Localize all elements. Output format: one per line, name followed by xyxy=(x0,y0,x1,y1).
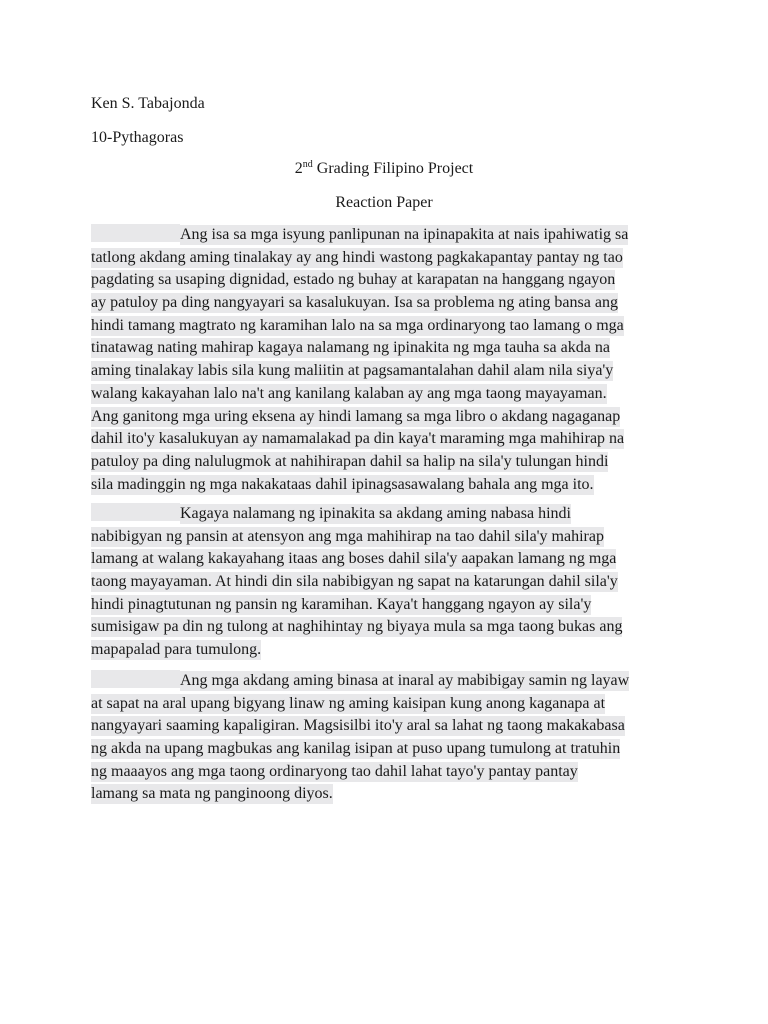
line-text: at sapat na aral upang bigyang linaw ng aming kaisipan kung anong kaganapa at xyxy=(91,694,606,712)
paragraph-line xyxy=(91,571,681,594)
title-number: 2 xyxy=(294,160,303,177)
line-text: aming tinalakay labis sila kung maliitin at pagsamantalahan dahil alam nila siya'y xyxy=(91,362,614,380)
paragraph-line xyxy=(91,761,681,784)
author-name: Ken S. Tabajonda xyxy=(91,95,205,112)
line-text: ay patuloy pa ding nangyayari sa kasalukuyan. Isa sa problema ng ating bansa ang xyxy=(91,294,618,312)
paragraph-line xyxy=(91,738,681,761)
line-text: pagdating sa usaping dignidad, estado ng buhay at karapatan na hanggang ngayon xyxy=(91,271,616,289)
line-text: tatlong akdang aming tinalakay ay ang hindi wastong pagkakapantay pantay ng tao xyxy=(91,248,623,266)
title-superscript: nd xyxy=(302,159,313,170)
line-text: sumisigaw pa din ng tulong at naghihintay ng biyaya mula sa mga taong bukas ang xyxy=(91,618,623,636)
indent-highlight xyxy=(91,224,180,242)
line-text: walang kakayahan lalo na't ang kanilang kalaban ay ang mga taong mayayaman. xyxy=(91,384,607,402)
line-text: tinatawag nating mahirap kagaya nalamang ng ipinakita ng mga tauha sa akda na xyxy=(91,339,610,357)
line-text: lamang sa mata ng panginoong diyos. xyxy=(91,785,333,803)
indent-highlight xyxy=(91,670,180,688)
line-text: dahil ito'y kasalukuyan ay namamalakad pa din kaya't maraming mga mahihirap na xyxy=(91,430,625,448)
paragraph-line xyxy=(91,337,681,360)
line-text: patuloy pa ding nalulugmok at nahihirapan dahil sa halip na sila'y tulungan hindi xyxy=(91,452,609,470)
paragraph-line xyxy=(91,693,681,716)
paragraph-line xyxy=(91,715,681,738)
paragraph-line xyxy=(91,616,681,639)
paragraph-line xyxy=(91,451,681,474)
paragraph-2 xyxy=(91,503,681,662)
line-text: Ang mga akdang aming binasa at inaral ay mabibigay samin ng layaw xyxy=(180,672,630,689)
paragraph-line xyxy=(91,474,681,497)
paragraph-line xyxy=(91,224,681,247)
paragraph-line xyxy=(91,315,681,338)
paragraph-line xyxy=(91,526,681,549)
section-name: 10-Pythagoras xyxy=(91,129,184,146)
paragraph-1 xyxy=(91,224,681,496)
document-subtitle: Reaction Paper xyxy=(335,194,433,211)
paragraph-line xyxy=(91,406,681,429)
line-text: hindi pinagtutunan ng pansin ng karamihan. Kaya't hanggang ngayon ay sila'y xyxy=(91,595,592,613)
paragraph-line xyxy=(91,783,681,806)
paragraph-3 xyxy=(91,670,681,806)
line-text: ng maaayos ang mga taong ordinaryong tao dahil lahat tayo'y pantay pantay xyxy=(91,762,578,780)
line-text: mapapalad para tumulong. xyxy=(91,641,262,659)
paragraph-line xyxy=(91,639,681,662)
paragraph-line xyxy=(91,670,681,693)
line-text: Ang ganitong mga uring eksena ay hindi lamang sa mga libro o akdang nagaganap xyxy=(91,407,621,425)
paragraph-line xyxy=(91,247,681,270)
title-text: Grading Filipino Project xyxy=(312,160,474,177)
indent-highlight xyxy=(91,503,180,521)
line-text: Ang isa sa mga isyung panlipunan na ipinapakita at nais ipahiwatig sa xyxy=(180,226,629,243)
paragraph-line xyxy=(91,292,681,315)
line-text: taong mayayaman. At hindi din sila nabibigyan ng sapat na katarungan dahil sila'y xyxy=(91,573,618,591)
line-text: lamang at walang kakayahang itaas ang boses dahil sila'y aapakan lamang ng mga xyxy=(91,550,617,568)
line-text: sila madinggin ng mga nakakataas dahil ipinagsasawalang bahala ang mga ito. xyxy=(91,475,594,493)
line-text: Kagaya nalamang ng ipinakita sa akdang aming nabasa hindi xyxy=(180,505,571,522)
line-text: nabibigyan ng pansin at atensyon ang mga mahihirap na tao dahil sila'y mahirap xyxy=(91,527,604,545)
paragraph-line xyxy=(91,383,681,406)
paragraph-line xyxy=(91,269,681,292)
paragraph-line xyxy=(91,503,681,526)
line-text: nangyayari saaming kapaligiran. Magsisilbi ito'y aral sa lahat ng taong makakabasa xyxy=(91,717,625,735)
line-text: hindi tamang magtrato ng karamihan lalo na sa mga ordinaryong tao lamang o mga xyxy=(91,316,624,334)
paragraph-line xyxy=(91,548,681,571)
document-title xyxy=(0,158,768,180)
line-text: ng akda na upang magbukas ang kanilag isipan at puso upang tumulong at tratuhin xyxy=(91,740,621,758)
paragraph-line xyxy=(91,594,681,617)
paragraph-line xyxy=(91,360,681,383)
paragraph-line xyxy=(91,428,681,451)
